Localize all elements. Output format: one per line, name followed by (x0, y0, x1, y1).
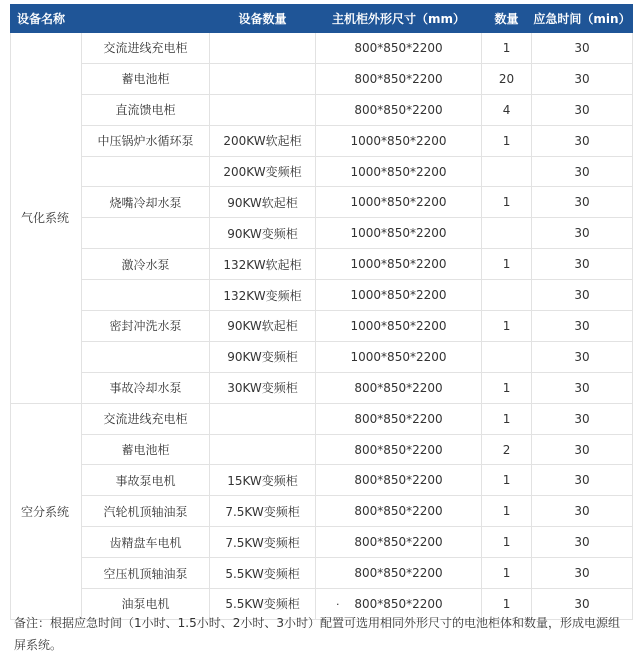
table-row (11, 156, 633, 187)
table-body (11, 33, 633, 620)
emergency-time-cell: 30 (532, 589, 633, 620)
quantity-cell: 1 (482, 372, 532, 403)
emergency-time-cell: 30 (532, 249, 633, 280)
emergency-time-cell: 30 (532, 94, 633, 125)
device-name-cell: 交流进线充电柜 (82, 403, 210, 434)
emergency-time-cell: 30 (532, 33, 633, 64)
device-name-cell: 蓄电池柜 (82, 434, 210, 465)
cabinet-size-cell: 800*850*2200 (316, 372, 482, 403)
emergency-time-cell: 30 (532, 496, 633, 527)
quantity-cell (482, 218, 532, 249)
quantity-cell: 1 (482, 496, 532, 527)
device-name-cell (82, 341, 210, 372)
device-name-cell: 齿精盘车电机 (82, 527, 210, 558)
emergency-time-cell: 30 (532, 280, 633, 311)
table-row (11, 125, 633, 156)
cabinet-size-cell: 800*850*2200 (316, 527, 482, 558)
emergency-time-cell: 30 (532, 311, 633, 342)
cabinet-size-cell: 1000*850*2200 (316, 187, 482, 218)
device-name-cell (82, 156, 210, 187)
device-name-cell: 油泵电机 (82, 589, 210, 620)
emergency-time-cell: 30 (532, 558, 633, 589)
quantity-cell: 20 (482, 63, 532, 94)
device-spec-cell: 200KW变频柜 (210, 156, 316, 187)
stray-mark: · (336, 598, 340, 612)
device-spec-cell (210, 33, 316, 64)
device-spec-cell: 200KW软起柜 (210, 125, 316, 156)
table-row (11, 33, 633, 64)
device-spec-cell: 132KW变频柜 (210, 280, 316, 311)
device-name-cell: 直流馈电柜 (82, 94, 210, 125)
table-row (11, 280, 633, 311)
table-row (11, 465, 633, 496)
header-quantity: 数量 (482, 5, 532, 33)
cabinet-size-cell: 800*850*2200 (316, 403, 482, 434)
cabinet-size-cell: 1000*850*2200 (316, 341, 482, 372)
emergency-time-cell: 30 (532, 125, 633, 156)
quantity-cell: 1 (482, 125, 532, 156)
quantity-cell: 1 (482, 558, 532, 589)
quantity-cell: 1 (482, 589, 532, 620)
device-name-cell: 蓄电池柜 (82, 63, 210, 94)
device-spec-cell: 30KW变频柜 (210, 372, 316, 403)
device-name-cell: 空压机顶轴油泵 (82, 558, 210, 589)
table-row (11, 434, 633, 465)
device-spec-cell: 90KW软起柜 (210, 187, 316, 218)
footnote: 备注：根据应急时间（1小时、1.5小时、2小时、3小时）配置可选用相同外形尺寸的电池柜体和数量，形成电源组屏系统。 (14, 616, 620, 652)
device-name-cell: 密封冲洗水泵 (82, 311, 210, 342)
device-name-cell: 交流进线充电柜 (82, 33, 210, 64)
quantity-cell: 1 (482, 311, 532, 342)
device-name-cell: 汽轮机顶轴油泵 (82, 496, 210, 527)
device-name-cell: 事故泵电机 (82, 465, 210, 496)
device-spec-cell (210, 94, 316, 125)
emergency-time-cell: 30 (532, 403, 633, 434)
system-name-cell: 空分系统 (11, 403, 82, 619)
quantity-cell (482, 341, 532, 372)
device-name-cell: 事故冷却水泵 (82, 372, 210, 403)
cabinet-size-cell: 1000*850*2200 (316, 125, 482, 156)
emergency-time-cell: 30 (532, 187, 633, 218)
emergency-time-cell: 30 (532, 527, 633, 558)
cabinet-size-cell: 800*850*2200 (316, 558, 482, 589)
table-row (11, 311, 633, 342)
cabinet-size-cell: 800*850*2200 (316, 434, 482, 465)
cabinet-size-cell: 800*850*2200 (316, 33, 482, 64)
device-spec-cell (210, 63, 316, 94)
quantity-cell: 2 (482, 434, 532, 465)
table-row (11, 527, 633, 558)
header-cabinet-size: 主机柜外形尺寸（mm） (316, 5, 482, 33)
device-spec-cell: 90KW变频柜 (210, 218, 316, 249)
cabinet-size-cell: 800*850*2200 (316, 496, 482, 527)
cabinet-size-cell: 1000*850*2200 (316, 156, 482, 187)
table-row (11, 94, 633, 125)
header-device-quantity: 设备数量 (210, 5, 316, 33)
table-row (11, 63, 633, 94)
quantity-cell: 1 (482, 187, 532, 218)
cabinet-size-cell: 1000*850*2200 (316, 218, 482, 249)
header-device-name: 设备名称 (11, 5, 210, 33)
device-spec-cell: 5.5KW变频柜 (210, 589, 316, 620)
system-name-cell: 气化系统 (11, 33, 82, 404)
device-spec-cell (210, 434, 316, 465)
device-name-cell (82, 280, 210, 311)
device-name-cell: 中压锅炉水循环泵 (82, 125, 210, 156)
table-row (11, 187, 633, 218)
device-name-cell: 烧嘴冷却水泵 (82, 187, 210, 218)
table-row (11, 496, 633, 527)
table-row (11, 558, 633, 589)
device-name-cell (82, 218, 210, 249)
device-spec-cell: 5.5KW变频柜 (210, 558, 316, 589)
table-header-row (11, 5, 633, 33)
device-spec-cell: 132KW软起柜 (210, 249, 316, 280)
emergency-time-cell: 30 (532, 218, 633, 249)
device-name-cell: 激冷水泵 (82, 249, 210, 280)
emergency-time-cell: 30 (532, 372, 633, 403)
emergency-time-cell: 30 (532, 341, 633, 372)
cabinet-size-cell: 800*850*2200 (316, 465, 482, 496)
device-spec-cell: 7.5KW变频柜 (210, 496, 316, 527)
cabinet-size-cell: 1000*850*2200 (316, 311, 482, 342)
device-spec-cell: 90KW软起柜 (210, 311, 316, 342)
table-row (11, 249, 633, 280)
quantity-cell: 1 (482, 33, 532, 64)
emergency-time-cell: 30 (532, 434, 633, 465)
emergency-time-cell: 30 (532, 63, 633, 94)
emergency-time-cell: 30 (532, 465, 633, 496)
cabinet-size-cell: 800*850*2200 (316, 63, 482, 94)
device-spec-cell (210, 403, 316, 434)
cabinet-size-cell: 1000*850*2200 (316, 249, 482, 280)
quantity-cell: 1 (482, 527, 532, 558)
cabinet-size-cell: 1000*850*2200 (316, 280, 482, 311)
quantity-cell: 1 (482, 465, 532, 496)
table-row (11, 218, 633, 249)
table-row (11, 341, 633, 372)
device-spec-cell: 7.5KW变频柜 (210, 527, 316, 558)
device-spec-cell: 15KW变频柜 (210, 465, 316, 496)
device-spec-cell: 90KW变频柜 (210, 341, 316, 372)
equipment-table (10, 4, 633, 620)
header-emergency-time: 应急时间（min） (532, 5, 633, 33)
quantity-cell (482, 280, 532, 311)
quantity-cell: 1 (482, 249, 532, 280)
cabinet-size-cell: 800*850*2200 (316, 94, 482, 125)
emergency-time-cell: 30 (532, 156, 633, 187)
quantity-cell (482, 156, 532, 187)
table-row (11, 403, 633, 434)
quantity-cell: 4 (482, 94, 532, 125)
cabinet-size-text: 800*850*2200 (354, 596, 443, 611)
quantity-cell: 1 (482, 403, 532, 434)
table-row (11, 372, 633, 403)
